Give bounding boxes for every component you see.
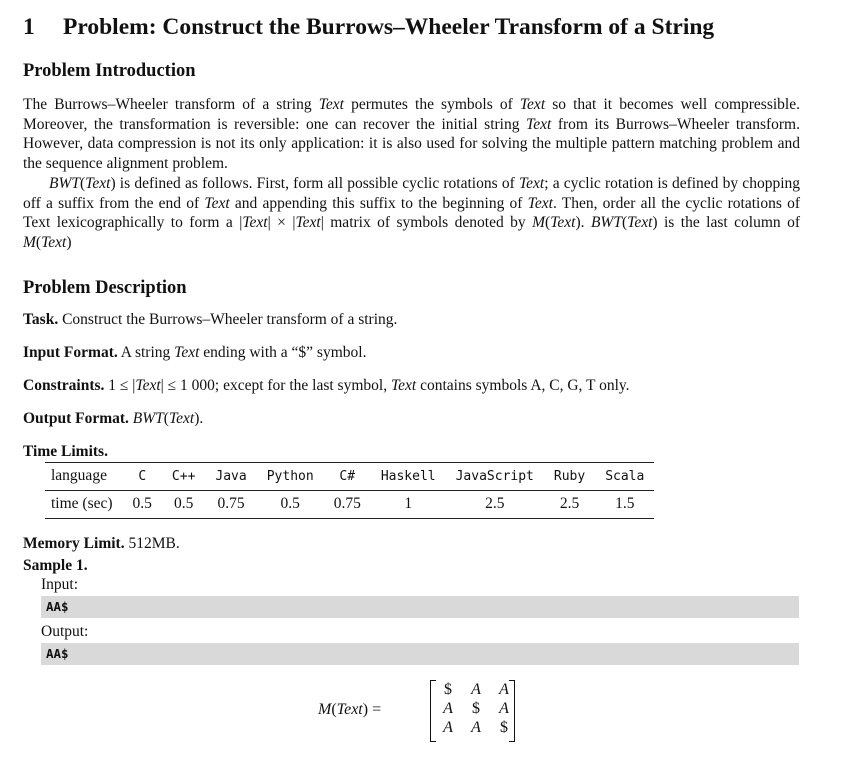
time-limits-value-cell: 2.5 [485,495,505,512]
italic-term: Text [526,115,552,133]
matrix-cell: A [471,681,481,698]
sample-output-box [41,643,799,665]
matrix-lhs-m: M [318,701,332,718]
italic-term: BWT [132,410,164,427]
output-format-text: BWT(Text). [132,410,204,427]
italic-term: Text [527,194,553,212]
italic-term: M [23,234,36,252]
page-title [23,14,714,41]
time-limits-value-cell: 0.5 [132,495,152,512]
output-format-label: Output Format. [23,410,129,427]
sample-heading: Sample 1. [23,557,88,574]
time-limits-header-cell: Haskell [371,463,446,491]
input-format-line [23,344,366,362]
time-limits-value-cell: 0.75 [333,495,361,512]
matrix-cell: $ [444,681,452,698]
sample-output-label: Output: [41,623,89,640]
time-limits-header-cell: Java [205,463,256,491]
matrix-cell: A [471,719,481,736]
matrix-cell: A [443,700,453,717]
italic-term: M [532,214,546,232]
time-limits-value-cell: 1 [404,495,413,512]
time-limits-label: Time Limits. [23,443,108,460]
intro-paragraph-2: BWT(Text) is defined as follows. First, form all possible cyclic rotations of Text; a cyclic rotation is defined by chopping off a suffix from the end of Text and appending this suffix to the beginning of Text. Then, order all the cyclic rotations of Text lexicographically to form a |Text| × |Text| matrix of symbols denoted by M(Text). BWT(Text) is the last column of M(Text) [23,175,801,252]
intro-heading: Problem Introduction [23,61,196,81]
memory-limit-label: Memory Limit. [23,535,125,552]
italic-term: Text [204,194,230,212]
input-format-text: A string Text ending with a “$” symbol. [117,344,367,361]
italic-term: Text [390,377,417,394]
title-text: Problem: Construct the Burrows–Wheeler Transform of a String [63,14,715,40]
italic-term: Text [295,214,321,232]
time-limits-header-cell: Ruby [544,463,595,491]
italic-term: Text [550,214,576,232]
sample-input-value: AA$ [46,599,69,614]
time-limits-header-cell: language [45,463,123,491]
constraints-label: Constraints. [23,377,105,394]
matrix-left-bracket [430,680,436,742]
italic-term: BWT [49,175,80,192]
time-limits-value-cell: 0.5 [173,495,194,512]
constraints-line [23,377,630,395]
memory-limit-line [23,535,180,553]
matrix-cell: A [443,719,453,736]
italic-term: Text [85,175,111,192]
time-limits-header-cell: C [123,463,162,491]
italic-term: Text [41,234,67,252]
output-format-line [23,410,203,428]
section-number: 1 [23,14,35,40]
italic-term: Text [627,214,653,232]
intro-paragraph-1: The Burrows–Wheeler transform of a string Text permutes the symbols of Text so that it becomes well compressible. Moreover, the transformation is reversible: one can recover the initial string Text from its Burrows–Wheeler transform. However, data compression is not its only application: it is also used for solving the multiple pattern matching problem and the sequence alignment problem. [23,96,800,173]
task-text: Construct the Burrows–Wheeler transform of a string. [58,311,398,328]
task-label: Task. [23,311,59,328]
description-heading: Problem Description [23,278,187,298]
time-limits-header-row [45,463,654,491]
time-limits-value-cell: 1.5 [615,495,635,512]
time-limits-header-cell: JavaScript [446,463,544,491]
time-limits-value-row [45,491,654,519]
input-format-label: Input Format. [23,344,118,361]
matrix-cell: $ [472,700,480,717]
time-limits-table [45,462,654,519]
time-limits-value-cell: 0.5 [280,495,300,512]
italic-term: BWT [590,214,622,232]
italic-term: Text [518,175,545,192]
bwt-matrix-equation [318,680,518,746]
task-line [23,311,397,329]
italic-term: Text [242,214,268,232]
time-limits-value-cell: time (sec) [51,495,113,512]
matrix-cell: A [499,681,509,698]
matrix-lhs: M(Text) = [318,701,382,718]
sample-input-box [41,596,799,618]
time-limits-header-cell: C# [324,463,371,491]
italic-term: Text [168,410,195,427]
italic-term: Text [174,344,200,361]
sample-output-value: AA$ [46,646,69,661]
italic-term: Text [519,96,546,113]
time-limits-value-cell: 0.75 [217,495,245,512]
italic-term: Text [318,96,344,113]
matrix-cell: A [499,700,509,717]
time-limits-header-cell: Scala [595,463,654,491]
time-limits-header-cell: Python [257,463,324,491]
time-limits-header-cell: C++ [162,463,205,491]
matrix-lhs-text: Text [336,701,363,718]
time-limits-value-cell: 2.5 [559,495,580,512]
constraints-text: 1 ≤ |Text| ≤ 1 000; except for the last symbol, Text contains symbols A, C, G, T only. [104,377,630,394]
memory-limit-text: 512MB. [124,535,180,552]
sample-input-label: Input: [41,576,79,593]
matrix-cell: $ [500,719,508,736]
italic-term: Text [135,377,161,394]
